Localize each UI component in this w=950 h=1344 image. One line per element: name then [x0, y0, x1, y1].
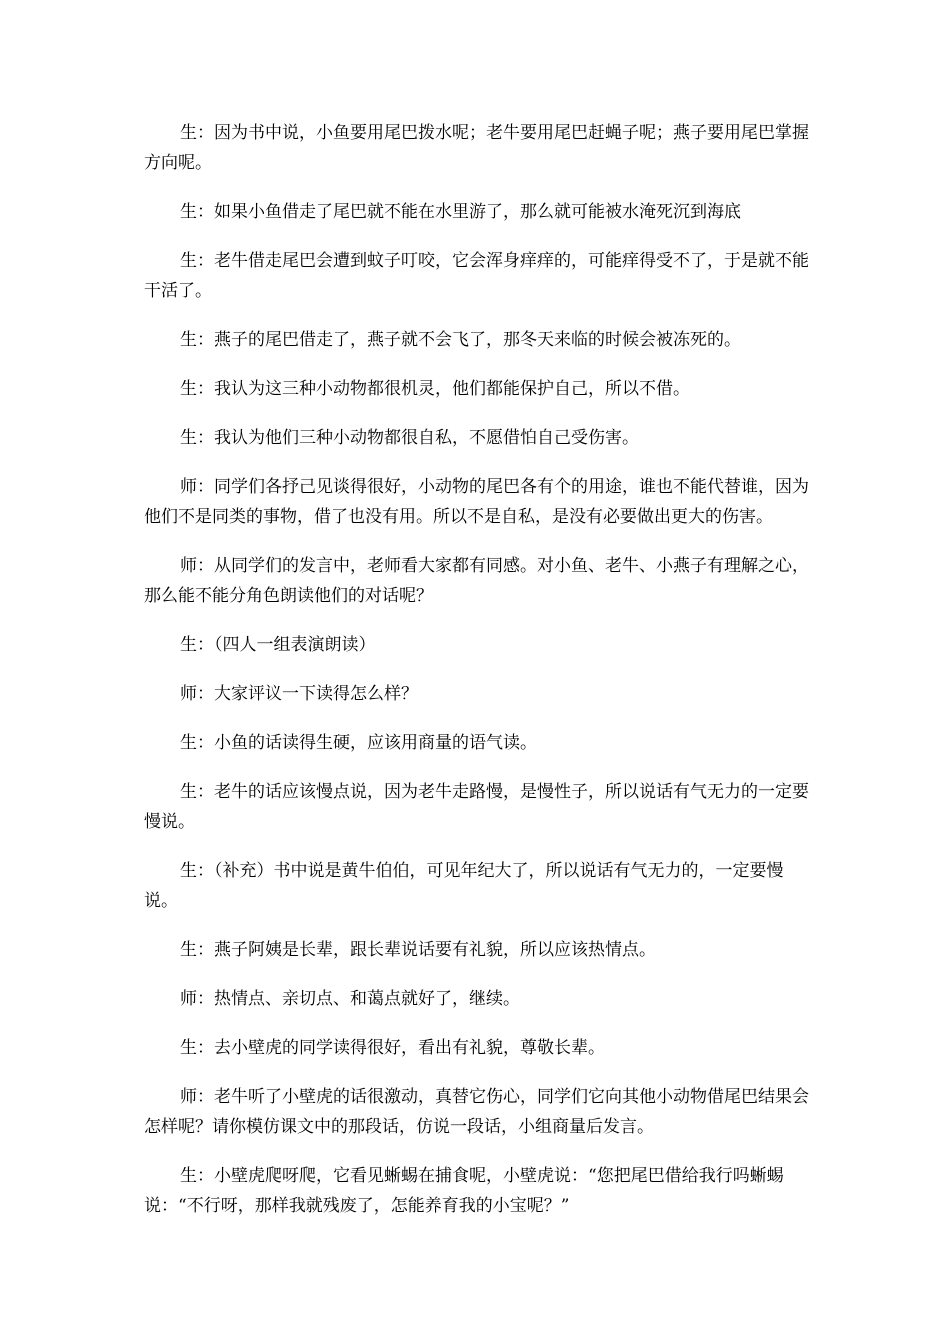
paragraph: 生：老牛的话应该慢点说，因为老牛走路慢，是慢性子，所以说话有气无力的一定要慢说。: [144, 782, 809, 832]
paragraph: 生：小壁虎爬呀爬，它看见蜥蜴在捕食呢，小壁虎说：“您把尾巴借给我行吗蜥蜴说：“不行呀，那样我就残废了，怎能养育我的小宝呢？”: [144, 1166, 784, 1216]
paragraph: 师：从同学们的发言中，老师看大家都有同感。对小鱼、老牛、小燕子有理解之心，那么能不能分角色朗读他们的对话呢？: [144, 556, 809, 606]
paragraph: 生：（四人一组表演朗读）: [180, 635, 376, 655]
paragraph: 生：我认为他们三种小动物都很自私，不愿借怕自己受伤害。: [180, 428, 639, 448]
paragraph: 师：老牛听了小壁虎的话很激动，真替它伤心，同学们它向其他小动物借尾巴结果会怎样呢？请你模仿课文中的那段话，仿说一段话，小组商量后发言。: [144, 1087, 809, 1137]
paragraph: 生：去小壁虎的同学读得很好，看出有礼貌，尊敬长辈。: [180, 1038, 605, 1058]
paragraph: 生：因为书中说，小鱼要用尾巴拨水呢；老牛要用尾巴赶蝇子呢；燕子要用尾巴掌握方向呢。: [144, 123, 809, 173]
paragraph: 生：燕子阿姨是长辈，跟长辈说话要有礼貌，所以应该热情点。: [180, 940, 656, 960]
paragraph: 生：燕子的尾巴借走了，燕子就不会飞了，那冬天来临的时候会被冻死的。: [180, 330, 741, 350]
paragraph: 师：大家评议一下读得怎么样？: [180, 684, 418, 704]
paragraph: 生：老牛借走尾巴会遭到蚊子叮咬，它会浑身痒痒的，可能痒得受不了，于是就不能干活了。: [144, 251, 809, 301]
paragraph: 生：如果小鱼借走了尾巴就不能在水里游了，那么就可能被水淹死沉到海底: [180, 202, 741, 222]
paragraph: 生：我认为这三种小动物都很机灵，他们都能保护自己，所以不借。: [180, 379, 690, 399]
paragraph: 生：小鱼的话读得生硬，应该用商量的语气读。: [180, 733, 537, 753]
paragraph: 师：同学们各抒己见谈得很好，小动物的尾巴各有个的用途，谁也不能代替谁，因为他们不是同类的事物，借了也没有用。所以不是自私，是没有必要做出更大的伤害。: [144, 477, 809, 527]
paragraph: 师：热情点、亲切点、和蔼点就好了，继续。: [180, 989, 520, 1009]
document-body: [144, 118, 812, 1240]
paragraph: 生：（补充）书中说是黄牛伯伯，可见年纪大了，所以说话有气无力的，一定要慢说。: [144, 861, 784, 911]
